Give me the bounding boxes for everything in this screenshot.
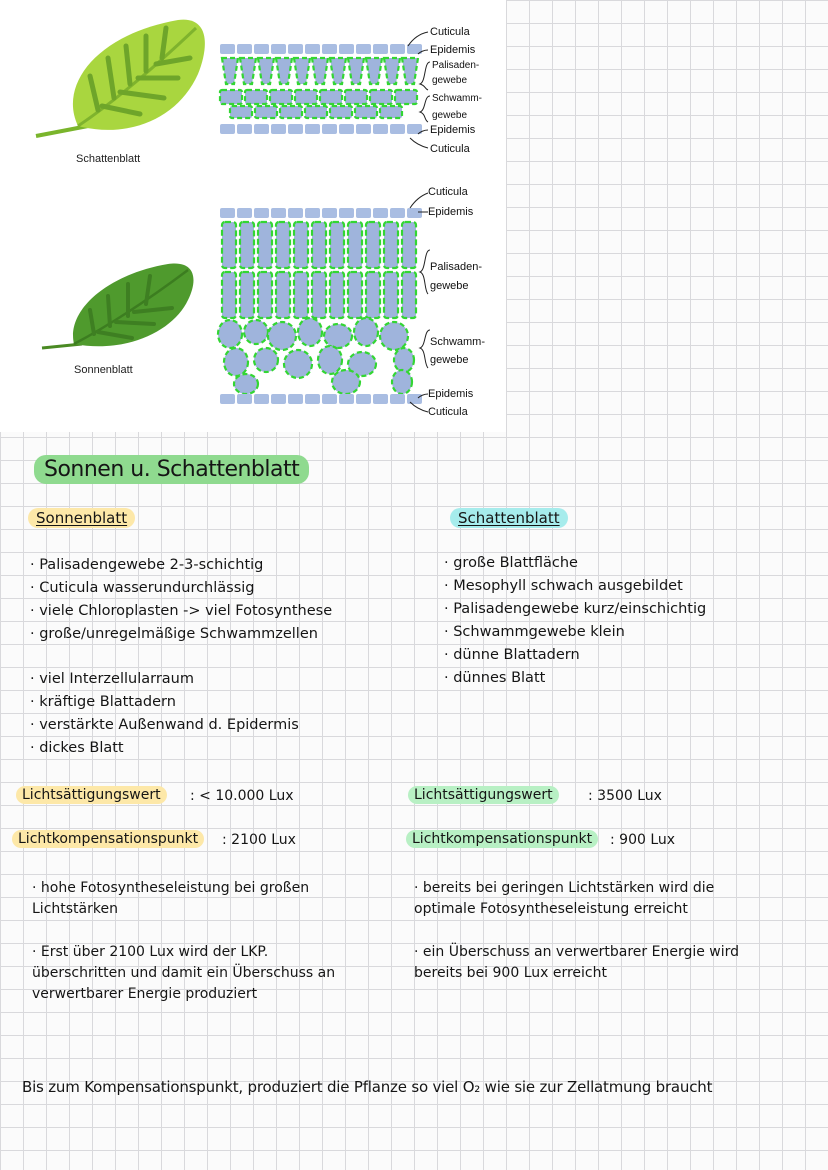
label-sun-spongy-1: Schwamm-	[430, 336, 486, 348]
notes-title: Sonnen u. Schattenblatt	[34, 455, 309, 484]
sun-paragraph-2: · Erst über 2100 Lux wird der LKP. überschritten und damit ein Überschuss an verwertbarer Energie produziert	[32, 942, 362, 1005]
list-item: · Cuticula wasserundurchlässig	[30, 577, 332, 600]
list-item: · dünne Blattadern	[444, 644, 706, 667]
sun-paragraph-1: · hohe Fotosyntheseleistung bei großen Lichtstärken	[32, 878, 372, 920]
list-item: · Palisadengewebe kurz/einschichtig	[444, 598, 706, 621]
label-shade-palisade-1: Palisaden-	[432, 60, 480, 71]
shade-paragraph-1: · bereits bei geringen Lichtstärken wird die optimale Fotosyntheseleistung erreicht	[414, 878, 774, 920]
list-item: · Palisadengewebe 2-3-schichtig	[30, 554, 332, 577]
label-sun-epidermis-top: Epidemis	[428, 206, 474, 218]
shade-heading: Schattenblatt	[450, 508, 568, 528]
list-item: · Mesophyll schwach ausgebildet	[444, 575, 706, 598]
sun-heading: Sonnenblatt	[28, 508, 135, 528]
list-item: · kräftige Blattadern	[30, 691, 299, 714]
list-item: · dünnes Blatt	[444, 667, 706, 690]
list-item: · große Blattfläche	[444, 552, 706, 575]
list-item: · Schwammgewebe klein	[444, 621, 706, 644]
sun-compensation-value: : 2100 Lux	[222, 832, 296, 848]
sun-saturation-label: Lichtsättigungswert	[16, 786, 167, 804]
label-shade-cuticula-bottom: Cuticula	[430, 143, 470, 155]
shade-paragraph-2: · ein Überschuss an verwertbarer Energie wird bereits bei 900 Lux erreicht	[414, 942, 784, 984]
caption-shade: Schattenblatt	[76, 153, 141, 165]
label-shade-palisade-2: gewebe	[432, 75, 468, 86]
list-item: · viel Interzellularraum	[30, 668, 299, 691]
list-item: · große/unregelmäßige Schwammzellen	[30, 623, 332, 646]
caption-sun: Sonnenblatt	[74, 364, 133, 376]
sun-compensation-label: Lichtkompensationspunkt	[12, 830, 204, 848]
label-sun-epidermis-bottom: Epidemis	[428, 388, 474, 400]
sun-saturation-value: : < 10.000 Lux	[190, 788, 294, 804]
label-shade-spongy-1: Schwamm-	[432, 93, 483, 104]
label-sun-palisade-1: Palisaden-	[430, 261, 482, 273]
label-shade-epidermis-top: Epidemis	[430, 44, 476, 56]
shade-saturation-value: : 3500 Lux	[588, 788, 662, 804]
list-item: · verstärkte Außenwand d. Epidermis	[30, 714, 299, 737]
shade-compensation-label: Lichtkompensationspunkt	[406, 830, 598, 848]
sun-traits-list-2	[30, 668, 299, 760]
footer-note: Bis zum Kompensationspunkt, produziert die Pflanze so viel O₂ wie sie zur Zellatmung braucht	[22, 1078, 713, 1096]
label-sun-cuticula-top: Cuticula	[428, 186, 468, 198]
label-sun-palisade-2: gewebe	[430, 280, 469, 292]
list-item: · dickes Blatt	[30, 737, 299, 760]
shade-compensation-value: : 900 Lux	[610, 832, 676, 848]
label-shade-cuticula-top: Cuticula	[430, 26, 470, 38]
label-sun-spongy-2: gewebe	[430, 354, 469, 366]
sun-traits-list-1	[30, 554, 332, 646]
label-shade-epidermis-bottom: Epidemis	[430, 124, 476, 136]
list-item: · viele Chloroplasten -> viel Fotosynthese	[30, 600, 332, 623]
label-shade-spongy-2: gewebe	[432, 110, 468, 121]
leaf-comparison-figure	[0, 0, 506, 432]
shade-traits-list	[444, 552, 706, 690]
shade-saturation-label: Lichtsättigungswert	[408, 786, 559, 804]
label-sun-cuticula-bottom: Cuticula	[428, 406, 468, 418]
